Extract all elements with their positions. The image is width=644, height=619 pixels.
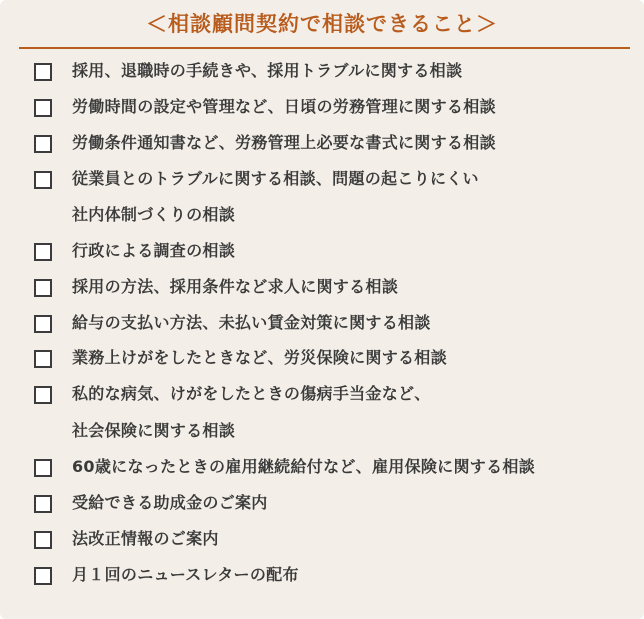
title-divider xyxy=(19,47,630,49)
checkbox-icon[interactable] xyxy=(34,171,52,189)
list-item xyxy=(0,528,644,556)
checkbox-icon[interactable] xyxy=(34,531,52,549)
list-item xyxy=(0,312,644,340)
list-item xyxy=(0,168,644,232)
list-item xyxy=(0,383,644,447)
checkbox-icon[interactable] xyxy=(34,279,52,297)
list-item-label: 私的な病気、けがをしたときの傷病手当金など、 xyxy=(72,384,431,403)
list-item xyxy=(0,564,644,592)
list-item xyxy=(0,240,644,268)
list-item-label-continued: 社会保険に関する相談 xyxy=(72,421,236,440)
list-item xyxy=(0,60,644,88)
list-item xyxy=(0,492,644,520)
checkbox-icon[interactable] xyxy=(34,99,52,117)
list-item xyxy=(0,96,644,124)
list-item xyxy=(0,132,644,160)
checkbox-icon[interactable] xyxy=(34,459,52,477)
checkbox-icon[interactable] xyxy=(34,567,52,585)
checkbox-icon[interactable] xyxy=(34,243,52,261)
list-item-label: 法改正情報のご案内 xyxy=(72,529,219,548)
list-item-label: 採用の方法、採用条件など求人に関する相談 xyxy=(72,277,399,296)
list-item-label: 労働時間の設定や管理など、日頃の労務管理に関する相談 xyxy=(72,97,496,116)
checkbox-icon[interactable] xyxy=(34,315,52,333)
list-item-label: 行政による調査の相談 xyxy=(72,241,236,260)
list-item-label: 採用、退職時の手続きや、採用トラブルに関する相談 xyxy=(72,61,463,80)
list-item-label: 60歳になったときの雇用継続給付など、雇用保険に関する相談 xyxy=(72,457,535,476)
list-item-label: 従業員とのトラブルに関する相談、問題の起こりにくい xyxy=(72,169,479,188)
list-item-label: 給与の支払い方法、未払い賃金対策に関する相談 xyxy=(72,313,431,332)
panel-title: ＜相談顧問契約で相談できること＞ xyxy=(146,12,498,36)
checkbox-icon[interactable] xyxy=(34,135,52,153)
list-item xyxy=(0,347,644,375)
list-item-label: 業務上けがをしたときなど、労災保険に関する相談 xyxy=(72,348,447,367)
list-item-label-continued: 社内体制づくりの相談 xyxy=(72,205,236,224)
list-item-label: 受給できる助成金のご案内 xyxy=(72,493,268,512)
list-item xyxy=(0,276,644,304)
checkbox-icon[interactable] xyxy=(34,350,52,368)
checkbox-icon[interactable] xyxy=(34,63,52,81)
checkbox-icon[interactable] xyxy=(34,386,52,404)
list-item-label: 月１回のニュースレターの配布 xyxy=(72,565,299,584)
list-item-label: 労働条件通知書など、労務管理上必要な書式に関する相談 xyxy=(72,133,496,152)
checkbox-icon[interactable] xyxy=(34,495,52,513)
list-item xyxy=(0,456,644,484)
